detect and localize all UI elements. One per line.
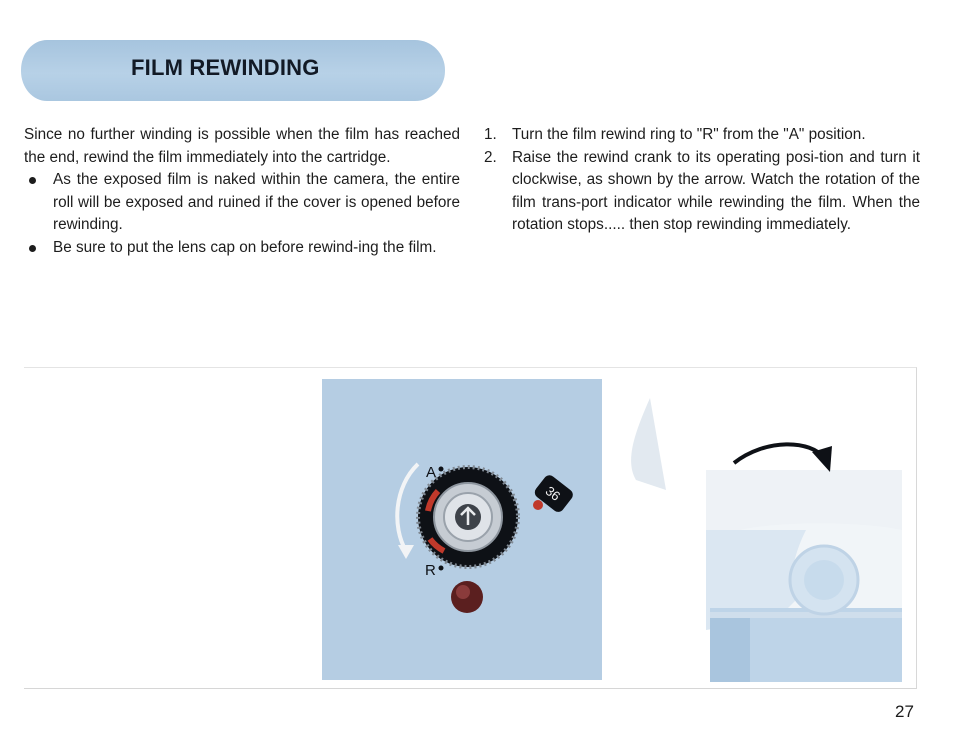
left-column [24,124,460,260]
bullet-dot-icon [29,177,36,184]
step-text-1: Turn the film rewind ring to "R" from the "A" position. [512,126,866,143]
dial-label-a: A [426,464,437,481]
arrow-head-icon [398,545,414,559]
rewind-dial-illustration [322,379,602,680]
bullet-item-2 [24,237,460,260]
right-column [484,124,920,237]
frame-counter-label: 36 [542,483,564,504]
camera-crank-photo [606,380,902,682]
bullet-text-1: As the exposed film is naked within the camera, the entire roll will be exposed and ruined if the cover is opened before rewinding. [53,171,460,234]
section-header-banner [21,40,445,101]
page-title: FILM REWINDING [131,55,320,80]
camera-crank-illustration [606,380,902,682]
bullet-dot-icon [29,245,36,252]
rewind-direction-arrow-icon [397,464,418,551]
page-number: 27 [895,702,914,721]
bullet-text-2: Be sure to put the lens cap on before rewind-ing the film. [53,238,437,256]
intro-paragraph: Since no further winding is possible when the film has reached the end, rewind the film immediately into the cartridge. [24,126,460,166]
rewind-dial-photo [322,379,602,680]
step-item-1 [484,124,920,147]
dial-label-r: R [425,562,436,579]
step-text-2: Raise the rewind crank to its operating posi-tion and turn it clockwise, as shown by the arrow. Watch the rotation of the film trans-port indicator while rewinding the film. When the rotation stops..... then stop rewinding immediately. [512,148,920,234]
bullet-item-1 [24,169,460,237]
step-number-1: 1. [484,126,497,143]
step-number-2: 2. [484,148,497,166]
step-item-2 [484,147,920,237]
